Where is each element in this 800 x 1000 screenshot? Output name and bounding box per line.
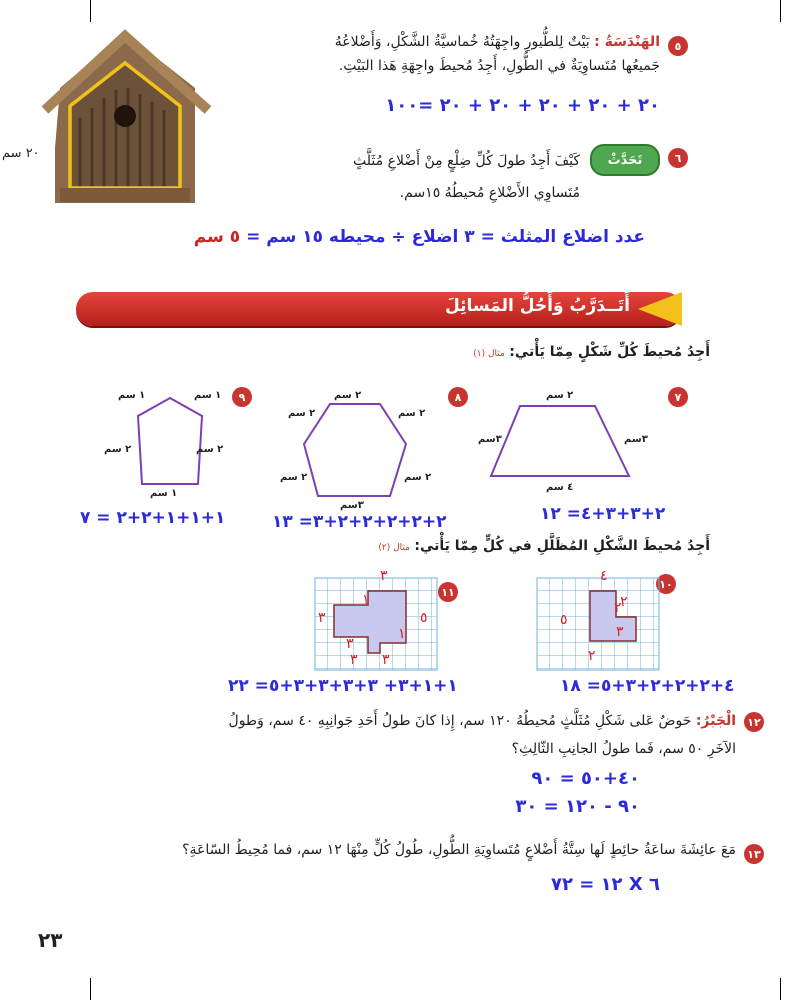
question-6-answer-main: عدد اضلاع المثلث = ٣ اضلاع ÷ محيطه ١٥ سم =	[240, 227, 645, 247]
question-12-text	[56, 707, 736, 763]
q9-upper-right-label: ١ سم	[194, 390, 222, 401]
q11-mark-8: ١	[398, 626, 406, 642]
section-1-example-ref: مثال (١)	[473, 349, 505, 359]
question-5-line2: جَميعُها مُتَساوِيَةٌ في الطُّولِ، أَجِدُ مُحيطَ واجِهَةِ هَذا البَيْتِ.	[338, 58, 660, 74]
pentagon-shape	[130, 394, 210, 489]
birdhouse-label: ٢٠ سم	[2, 146, 40, 161]
q11-mark-5: ٣	[346, 636, 354, 652]
question-number-11: ١١	[438, 582, 458, 602]
q11-mark-1: ٣	[380, 568, 388, 584]
q8-answer: ٢+٢+٢+٢+٢+٣= ١٣	[272, 512, 447, 532]
question-12-answer-1: ٤٠+٥٠ = ٩٠	[531, 768, 640, 789]
question-6-text	[220, 145, 580, 209]
q8-top-label: ٢ سم	[334, 390, 362, 401]
q11-mark-3: ٣	[318, 610, 326, 626]
q11-answer: ١+١+٣+ ٣+٣+٣+٣+٥= ٢٢	[228, 676, 458, 696]
q9-upper-left-label: ١ سم	[118, 390, 146, 401]
q11-mark-7: ٣	[350, 652, 358, 668]
section-2-instruction	[270, 538, 710, 554]
q9-answer: ١+١+١+٢+٢ = ٧	[80, 508, 226, 528]
q11-mark-2: ١	[362, 592, 370, 608]
q8-bottom-label: ٣سم	[340, 500, 364, 511]
question-6-line2: مُتَساوِي الأَضْلاعِ مُحيطُهُ ١٥سم.	[399, 185, 580, 201]
question-number-12: ١٢	[744, 712, 764, 732]
q10-mark-2: ٢	[620, 594, 628, 610]
question-number-7: ٧	[668, 387, 688, 407]
q11-mark-4: ٥	[420, 610, 428, 626]
q7-bottom-label: ٤ سم	[546, 482, 574, 493]
question-number-5: ٥	[668, 36, 688, 56]
question-6-answer-result: ٥ سم	[193, 227, 241, 247]
q10-mark-6: ٢	[614, 600, 622, 616]
section-1-text: أَجِدُ مُحيطَ كُلِّ شَكْلٍ مِمّا يَأْتي:	[509, 344, 710, 360]
birdhouse-image	[30, 28, 220, 208]
q10-mark-4: ٣	[616, 624, 624, 640]
q7-left-label: ٣سم	[478, 434, 502, 445]
question-12-line2: الآخَرِ ٥٠ سم، فَما طولُ الجانِبِ الثّالِثِ؟	[511, 741, 736, 757]
q10-answer: ٤+٢+٢+٢+٣+٥= ١٨	[560, 676, 735, 696]
q8-lower-left-label: ٢ سم	[280, 472, 308, 483]
crop-mark	[780, 0, 781, 22]
question-5-line1: بَيْتٌ لِلطُّيورِ واجِهَتُهُ خُماسيَّةُ الشَّكْلِ، وَأَضْلاعُهُ	[334, 34, 590, 50]
question-12-answer-2: ٩٠ - ١٢٠ = ٣٠	[515, 796, 640, 817]
q10-mark-1: ٤	[600, 568, 608, 584]
crop-mark	[90, 978, 91, 1000]
q10-mark-3: ٥	[560, 612, 568, 628]
question-12-subject: الْجَبْرُ:	[695, 713, 736, 729]
question-number-9: ٩	[232, 387, 252, 407]
banner-arrow-icon	[636, 290, 684, 328]
q9-right-label: ٢ سم	[196, 444, 224, 455]
talk-badge	[590, 144, 660, 176]
question-number-13: ١٣	[744, 844, 764, 864]
q8-lower-right-label: ٢ سم	[404, 472, 432, 483]
page-number: ٢٣	[38, 928, 63, 952]
crop-mark	[90, 0, 91, 22]
crop-mark	[780, 978, 781, 1000]
banner-title: أَتَــدَرَّبُ وَأَحُلُّ المَسائِلَ	[444, 296, 630, 316]
q8-upper-right-label: ٢ سم	[398, 408, 426, 419]
q9-left-label: ٢ سم	[104, 444, 132, 455]
question-number-10: ١٠	[656, 574, 676, 594]
question-number-6: ٦	[668, 148, 688, 168]
talk-badge-label: تَحَدَّثْ	[607, 152, 643, 168]
q7-right-label: ٣سم	[624, 434, 648, 445]
question-12-line1: حَوضٌ عَلى شَكْلِ مُثَلَّثٍ مُحيطُهُ ١٢٠ سم، إِذا كانَ طولُ أَحَدِ جَوانِبِهِ ٤٠ سم، وَطولُ	[228, 713, 692, 729]
trapezoid-shape	[485, 400, 635, 480]
q7-top-label: ٢ سم	[546, 390, 574, 401]
question-6-line1: كَيْفَ أَجِدُ طولَ كُلِّ ضِلْعٍ مِنْ أَضْلاعِ مُثَلَّثٍ	[353, 153, 580, 169]
section-1-instruction	[310, 344, 710, 360]
section-2-text: أَجِدُ مُحيطَ الشَّكْلِ المُظَلَّلِ في كُلٍّ مِمّا يَأْتي:	[414, 538, 710, 554]
q8-upper-left-label: ٢ سم	[288, 408, 316, 419]
question-number-8: ٨	[448, 387, 468, 407]
q7-answer: ٢+٣+٣+٤= ١٢	[540, 504, 666, 524]
question-5-subject: الهَنْدَسَةُ :	[594, 34, 660, 50]
grid-figure-10	[536, 577, 660, 671]
question-13-answer: ٦ X ١٢ = ٧٢	[550, 874, 660, 895]
q9-bottom-label: ١ سم	[150, 488, 178, 499]
question-13-text: مَعَ عائِشَةَ ساعَةُ حائِطٍ لَها سِتَّةُ أَضْلاعٍ مُتَساوِيَةِ الطُّولِ، طُولُ كُلٍّ مِنْهَا ١٢ سم، فما مُحِيطُ السّاعَةِ؟	[182, 842, 736, 858]
section-2-example-ref: مثال (٢)	[378, 543, 410, 553]
q10-mark-5: ٢	[588, 648, 596, 664]
question-5-answer: ٢٠ + ٢٠ + ٢٠ + ٢٠ + ٢٠ =١٠٠	[385, 95, 660, 116]
q11-mark-6: ٣	[382, 652, 390, 668]
question-6-answer	[85, 227, 645, 247]
hexagon-shape	[300, 400, 410, 500]
